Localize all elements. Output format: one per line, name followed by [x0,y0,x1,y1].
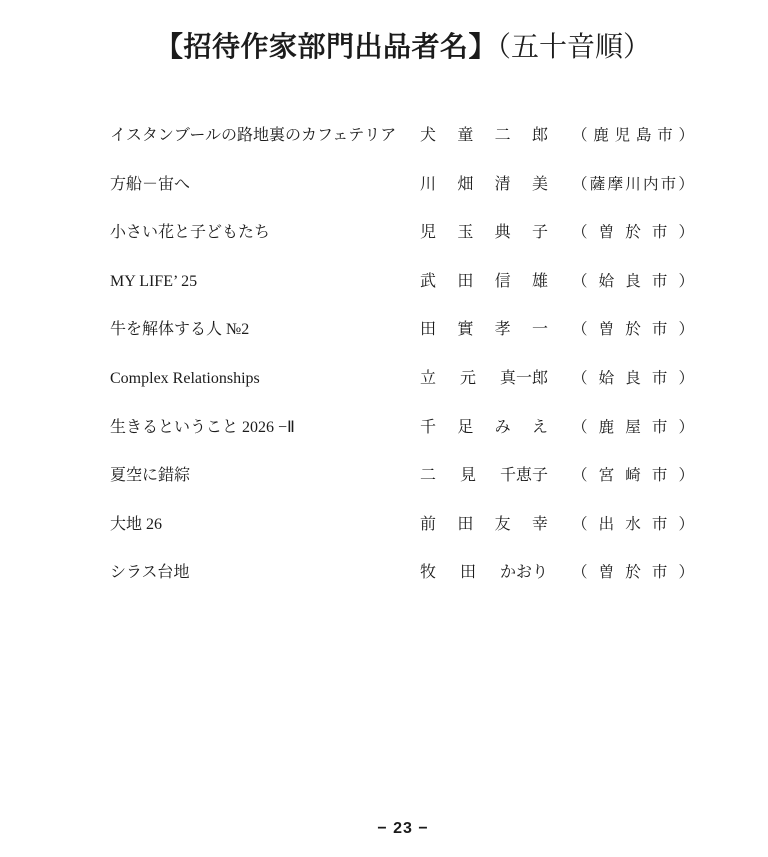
artist-name-segment: 犬 [420,127,437,144]
list-item [110,219,696,242]
work-title: Complex Relationships [110,369,260,387]
list-item [110,268,696,288]
work-title: MY LIFE’ 25 [110,272,198,290]
artist-city-char: （ [572,467,588,485]
artist-name-segment: 幸 [531,515,548,533]
artist-city-char: ） [678,321,694,339]
artist-city-char: ） [678,175,694,193]
artist-city-char: 出 [598,515,615,533]
artist-city-char: ） [678,127,694,144]
page-number: − 23 − [377,820,429,837]
page-title [110,26,696,69]
artist-name-segment: 立 [420,369,437,387]
artist-name [420,316,548,339]
artist-city-char: （ [572,272,588,290]
work-title: イスタンブールの路地裏のカフェテリア [110,127,397,144]
artist-city-char: 市 [657,127,673,144]
artist-city-char: （ [572,127,588,144]
artist-name-segment: 足 [457,418,474,436]
artist-city-char: 薩 [589,175,606,193]
artist-name-segment: え [531,418,548,436]
list-item [110,365,696,385]
artist-name [420,511,548,534]
artist-city-char: 児 [614,127,631,144]
list-item [110,462,696,485]
artist-name-segment: 二 [420,467,437,485]
artist-city-char: ） [678,467,694,485]
artist-name-segment: 牧 [420,564,437,582]
artist-name-segment: み [494,418,511,436]
artist-city-char: （ [572,418,588,436]
artist-name-segment: 畑 [457,175,474,193]
work-title: 夏空に錯綜 [110,467,191,485]
artist-city-char: 曽 [598,224,615,242]
exhibitor-list [110,122,696,608]
work-title: 大地 26 [110,515,163,533]
artist-city-char: 姶 [598,369,615,387]
artist-name-segment: 郎 [531,127,548,144]
artist-city-char: ） [678,224,694,242]
artist-name-segment: 雄 [531,272,548,290]
artist-name-segment: 田 [420,321,437,339]
artist-city-char: 良 [625,369,641,387]
artist-city-char: 水 [625,515,641,533]
list-item [110,122,696,142]
artist-city-char: 姶 [598,272,615,290]
artist-city [572,512,694,534]
artist-city [572,172,694,194]
artist-name-segment: 孝 [494,321,511,339]
artist-name-segment: 友 [494,515,511,533]
artist-city-char: 曽 [598,321,615,339]
artist-name-segment: 武 [420,272,437,290]
artist-city [572,269,694,291]
artist-city-char: （ [572,175,588,193]
work-title: 小さい花と子どもたち [110,224,271,242]
artist-city-char: 市 [651,224,668,242]
artist-name [420,268,548,291]
artist-name-segment: 童 [457,127,474,144]
artist-name-segment: 子 [531,224,548,242]
artist-city-char: ） [678,515,694,533]
artist-city-char: 市 [651,515,668,533]
page-footer [110,820,696,838]
artist-city-char: ） [678,369,694,387]
list-item [110,414,696,434]
list-item [110,559,696,582]
artist-city-char: 良 [625,272,641,290]
work-title: 牛を解体する人 №2 [110,321,250,339]
artist-name-segment: 一 [531,321,548,339]
artist-name-segment: 二 [494,127,511,144]
artist-city-char: 屋 [625,418,641,436]
artist-name [420,462,548,485]
artist-name [420,365,548,388]
artist-name-segment: かおり [499,564,548,582]
artist-city-char: 鹿 [598,418,615,436]
artist-city-char: 市 [651,564,668,582]
artist-city-char: （ [572,224,588,242]
artist-name-segment: 實 [457,321,474,339]
artist-name-segment: 田 [457,515,474,533]
artist-name-segment: 玉 [457,224,474,242]
artist-city-char: 於 [625,564,641,582]
artist-city-char: （ [572,564,588,582]
artist-city-char: 崎 [625,467,641,485]
title-bracket-text: 【招待作家部門出品者名】 [154,31,497,62]
artist-city-char: 於 [625,321,641,339]
artist-city-char: 市 [651,467,668,485]
artist-city [572,463,694,485]
artist-city-char: 市 [651,369,668,387]
artist-name-segment: 元 [459,369,476,387]
artist-name [420,219,548,242]
artist-name-segment: 見 [459,467,476,485]
work-title: シラス台地 [110,564,190,582]
artist-name-segment: 真一郎 [499,369,548,387]
artist-city-char: 島 [635,127,652,144]
artist-city-char: ） [678,272,694,290]
list-item [110,171,696,191]
artist-city-char: 市 [651,321,668,339]
artist-city-char: 市 [660,175,677,193]
artist-name-segment: 前 [420,515,437,533]
title-order-note: （五十音順） [497,32,652,63]
artist-city-char: ） [678,418,694,436]
artist-city [572,560,694,582]
artist-city [572,317,694,339]
artist-name-segment: 田 [459,564,476,582]
list-item [110,511,696,531]
artist-city-char: 於 [625,224,641,242]
artist-name [420,171,548,194]
artist-name-segment: 信 [494,272,511,290]
artist-city-char: ） [678,564,694,582]
artist-city-char: （ [572,515,588,533]
artist-city [572,366,694,388]
artist-name-segment: 千恵子 [499,467,548,485]
artist-name-segment: 千 [420,418,437,436]
work-title: 方船－宙へ [110,175,191,193]
artist-city-char: 曽 [598,564,615,582]
list-item [110,316,696,339]
work-title: 生きるということ 2026 −Ⅱ [110,418,295,436]
artist-city-char: 摩 [607,175,623,193]
artist-name-segment: 清 [494,175,511,193]
artist-city-char: （ [572,369,588,387]
artist-name [420,414,548,437]
artist-name-segment: 美 [531,175,548,193]
artist-name-segment: 典 [494,224,511,242]
artist-city-char: 宮 [598,467,615,485]
artist-city-char: （ [572,321,588,339]
artist-city-char: 市 [651,418,668,436]
artist-city-char: 内 [642,175,659,193]
artist-city [572,220,694,242]
artist-city-char: 川 [625,175,641,193]
artist-city [572,415,694,437]
artist-city-char: 市 [651,272,668,290]
artist-city [572,123,694,145]
artist-name-segment: 川 [420,175,437,193]
artist-name-segment: 児 [420,224,437,242]
artist-name-segment: 田 [457,272,474,290]
artist-name [420,559,548,582]
artist-name [420,122,548,145]
artist-city-char: 鹿 [593,127,609,144]
